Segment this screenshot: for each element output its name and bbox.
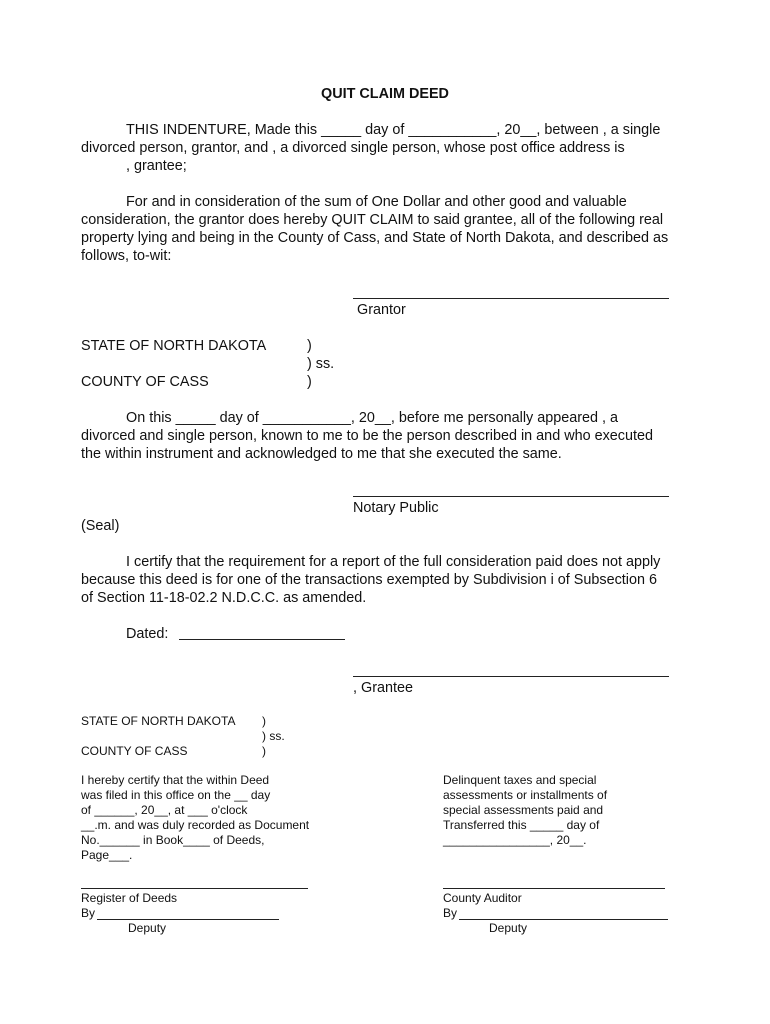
auditor-deputy: Deputy: [489, 921, 528, 935]
certify-line-2: because this deed is for one of the transactions exempted by Subdivision i of Subsection 6: [81, 572, 657, 588]
venue2-county: COUNTY OF CASS: [81, 744, 188, 758]
seal-label: (Seal): [81, 518, 120, 534]
register-line-4: __.m. and was duly recorded as Document: [81, 818, 310, 832]
grantor-signature-line: [353, 298, 669, 299]
venue2-state: STATE OF NORTH DAKOTA: [81, 714, 236, 728]
consideration-line-2: consideration, the grantor does hereby QUIT CLAIM to said grantee, all of the following real: [81, 212, 664, 228]
venue2-ss: ) ss.: [262, 729, 285, 743]
register-line-2: was filed in this office on the __ day: [81, 788, 271, 802]
consideration-line-4: follows, to-wit:: [81, 248, 172, 264]
venue2-paren-top: ): [262, 714, 266, 728]
auditor-line-2: assessments or installments of: [443, 788, 608, 802]
auditor-line-5: ________________, 20__.: [443, 833, 587, 847]
consideration-line-1: For and in consideration of the sum of One Dollar and other good and valuable: [126, 194, 627, 210]
register-signature-line: [81, 888, 308, 889]
register-by-label: By: [81, 906, 96, 920]
indenture-line-2: divorced person, grantor, and , a divorced single person, whose post office address is: [81, 140, 625, 156]
register-line-5: No.______ in Book____ of Deeds,: [81, 833, 265, 847]
auditor-line-4: Transferred this _____ day of: [443, 818, 600, 832]
register-line-1: I hereby certify that the within Deed: [81, 773, 270, 787]
indenture-line-3: , grantee;: [126, 158, 187, 174]
acknowledgment-line-2: divorced and single person, known to me to be the person described in and who executed: [81, 428, 653, 444]
notary-label: Notary Public: [353, 500, 439, 516]
register-line-6: Page___.: [81, 848, 133, 862]
dated-line: [179, 639, 345, 640]
venue-paren-bottom: ): [307, 374, 312, 390]
venue-county: COUNTY OF CASS: [81, 374, 209, 390]
certify-line-3: of Section 11-18-02.2 N.D.C.C. as amended.: [81, 590, 367, 606]
acknowledgment-line-1: On this _____ day of ___________, 20__, before me personally appeared , a: [126, 410, 619, 426]
document-title: QUIT CLAIM DEED: [321, 86, 449, 102]
certify-line-1: I certify that the requirement for a report of the full consideration paid does not apply: [126, 554, 661, 570]
auditor-by-line: [459, 919, 668, 920]
grantee-label: , Grantee: [353, 680, 413, 696]
auditor-signer: County Auditor: [443, 891, 522, 905]
auditor-line-3: special assessments paid and: [443, 803, 604, 817]
venue2-paren-bottom: ): [262, 744, 266, 758]
indenture-line-1: THIS INDENTURE, Made this _____ day of ___________, 20__, between , a single: [126, 122, 661, 138]
register-signer: Register of Deeds: [81, 891, 178, 905]
auditor-by-label: By: [443, 906, 458, 920]
register-line-3: of ______, 20__, at ___ o'clock: [81, 803, 248, 817]
auditor-signature-line: [443, 888, 665, 889]
consideration-line-3: property lying and being in the County of Cass, and State of North Dakota, and described as: [81, 230, 669, 246]
notary-signature-line: [353, 496, 669, 497]
venue-ss: ) ss.: [307, 356, 335, 372]
auditor-line-1: Delinquent taxes and special: [443, 773, 597, 787]
register-by-line: [97, 919, 279, 920]
grantee-signature-line: [353, 676, 669, 677]
venue-state: STATE OF NORTH DAKOTA: [81, 338, 267, 354]
acknowledgment-line-3: the within instrument and acknowledged to me that she executed the same.: [81, 446, 562, 462]
venue-paren-top: ): [307, 338, 312, 354]
grantor-label: Grantor: [357, 302, 406, 318]
dated-label: Dated:: [126, 626, 169, 642]
register-deputy: Deputy: [128, 921, 167, 935]
